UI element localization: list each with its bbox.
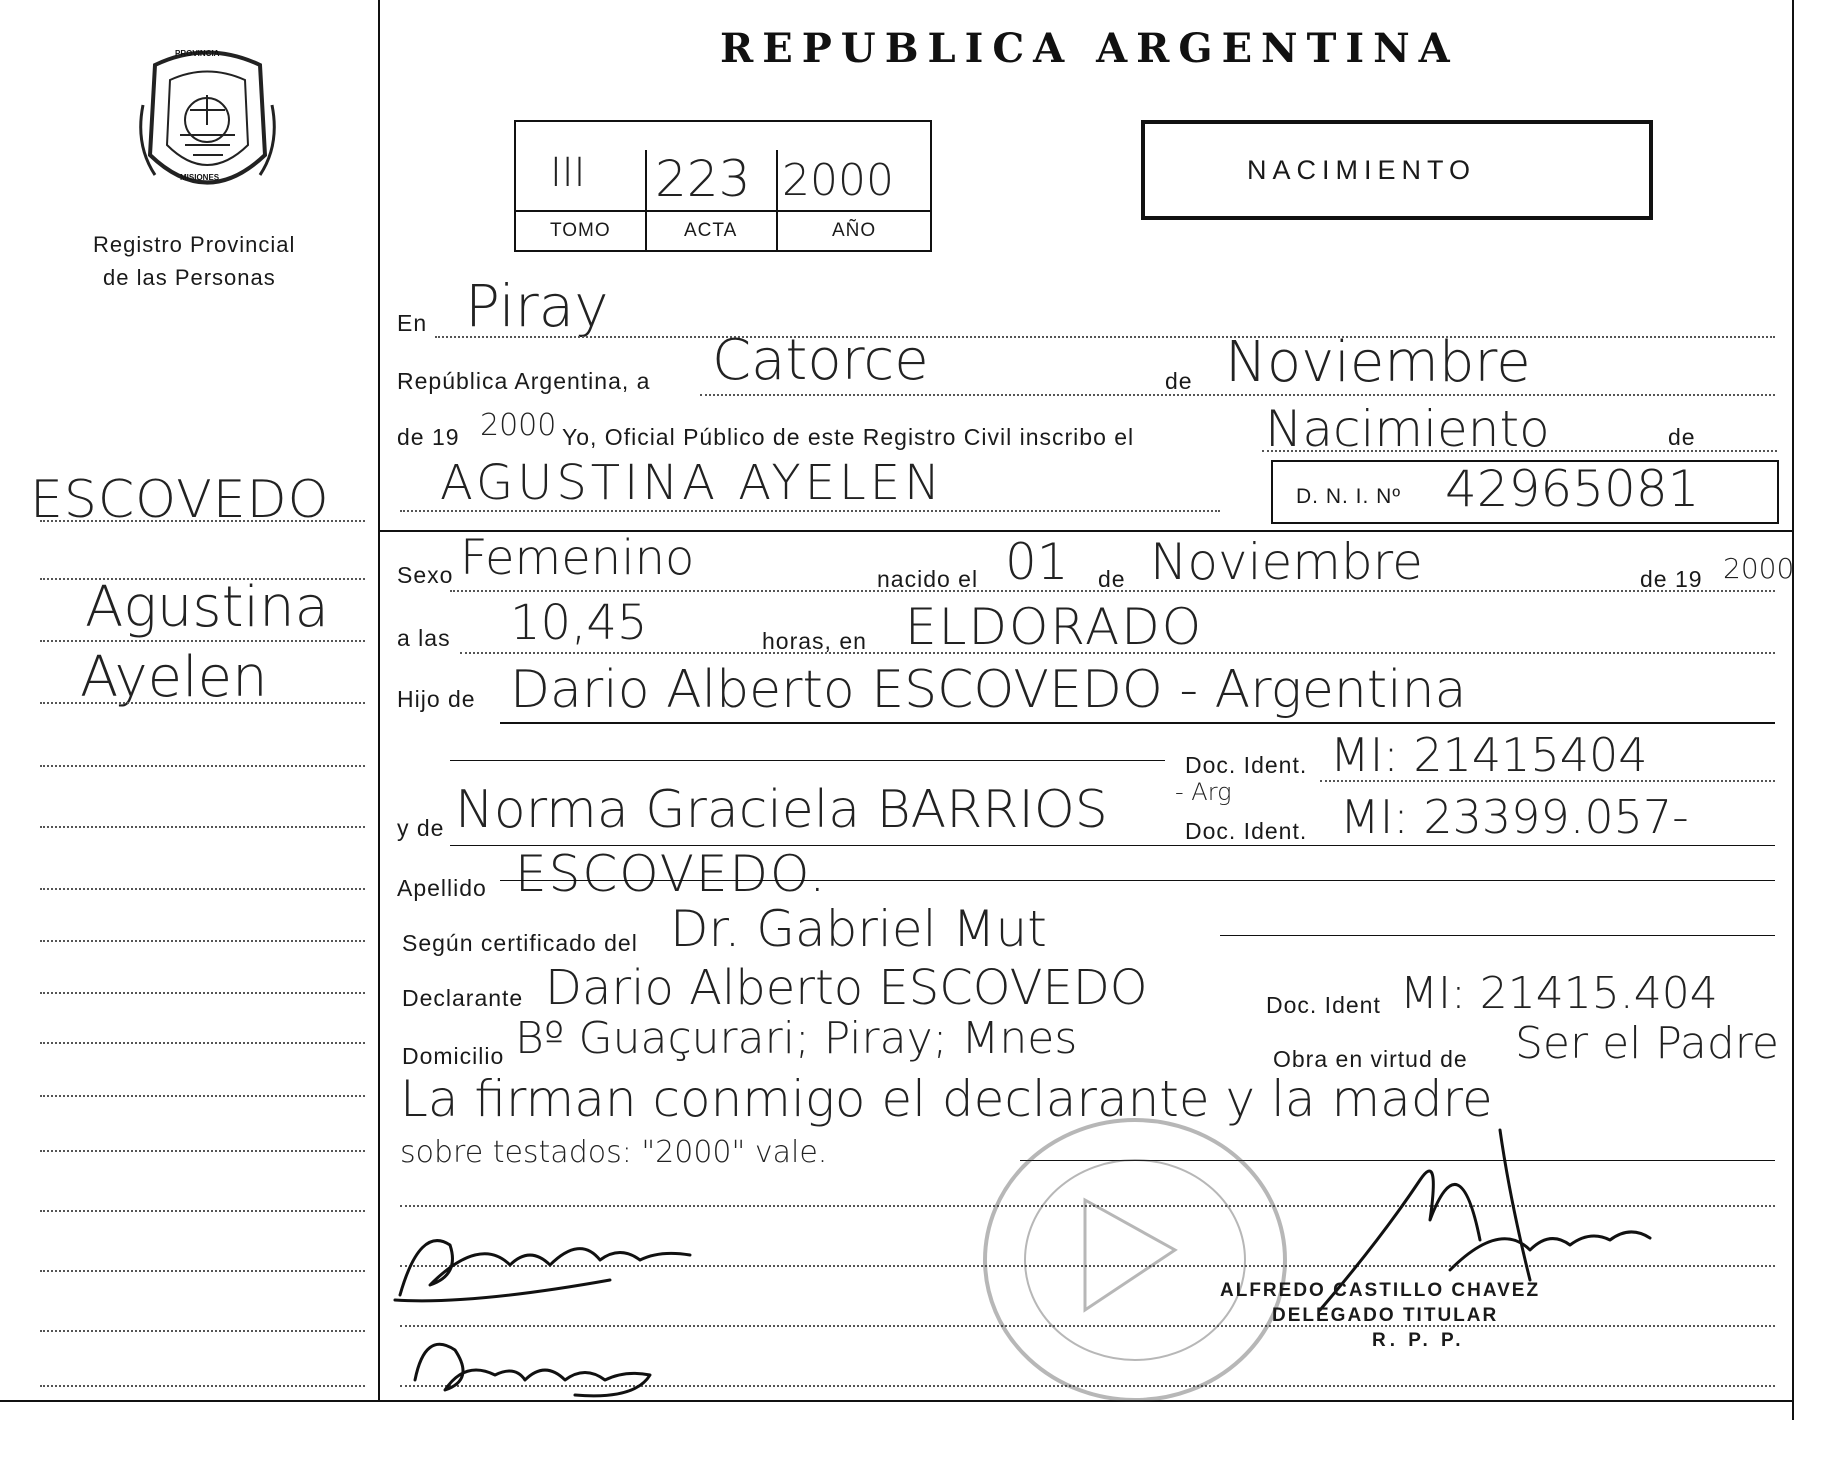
margin-rule [40,520,365,522]
margin-rule [40,1210,365,1212]
stamp-officer-name: ALFREDO CASTILLO CHAVEZ [1220,1280,1541,1301]
margin-rule [40,640,365,642]
declarante-doc-value: MI: 21415.404 [1400,968,1718,1019]
sexo-label: Sexo [397,562,454,588]
mother-nationality: - Arg [1175,778,1232,806]
sexo-value: Femenino [460,530,695,586]
father-line [500,722,1775,724]
inscribo-line [1262,450,1777,452]
father-doc-line-left [450,760,1165,761]
month-value: Noviembre [1225,330,1531,395]
certificado-line [1220,935,1775,936]
certificado-label: Según certificado del [402,930,638,956]
registry-line-1: Registro Provincial [93,232,296,257]
stamp-officer-org: R. P. P. [1372,1330,1465,1351]
margin-rule [40,888,365,890]
alas-label: a las [397,625,451,651]
acta-value: 223 [655,150,751,208]
margin-rule [40,765,365,767]
de-label-1: de [1165,368,1193,394]
tomo-value: III [550,150,586,196]
en-label: En [397,310,428,336]
margin-rule [40,1150,365,1152]
margin-rule [40,992,365,994]
country-title: REPUBLICA ARGENTINA [720,25,1459,72]
yo-label: Yo, Oficial Público de este Registro Civil inscribo el [562,424,1135,450]
dni-label: D. N. I. Nº [1296,485,1402,508]
de-label-3: de [1668,424,1696,450]
seal-text-top: PROVINCIA [175,49,220,58]
acta-label: ACTA [684,220,738,241]
seal-text-bottom: MISIONES [180,173,220,182]
obra-label: Obra en virtud de [1273,1046,1468,1072]
docident-label-2: Doc. Ident. [1185,818,1308,844]
official-round-stamp [975,1110,1295,1410]
certificado-value: Dr. Gabriel Mut [670,900,1047,958]
signature-declarant [390,1205,710,1320]
stamp-officer-title: DELEGADO TITULAR [1272,1305,1499,1326]
birth-place-value: ELDORADO [905,598,1204,656]
father-value: Dario Alberto ESCOVEDO - Argentina [510,660,1467,720]
republica-line [700,394,1775,396]
signature-mother [405,1320,665,1415]
mother-value: Norma Graciela BARRIOS [455,780,1108,840]
inscribo-value: Nacimiento [1265,400,1550,458]
de-19-label-2: de 19 [1640,566,1703,592]
obra-value: Ser el Padre [1515,1018,1779,1069]
margin-surname: ESCOVEDO [30,470,330,530]
firman-line: La firman conmigo el declarante y la madre [400,1070,1493,1128]
hijo-label: Hijo de [397,686,476,712]
en-line [435,336,1775,338]
declarante-label: Declarante [402,985,524,1011]
apellido-label: Apellido [397,875,487,901]
sexo-line [450,590,1775,592]
margin-rule [40,1270,365,1272]
ano-value: 2000 [782,155,894,206]
sobre-testados-line: sobre testados: "2000" vale. [400,1135,828,1170]
domicilio-label: Domicilio [402,1043,505,1069]
nacido-label: nacido el [877,566,979,592]
father-doc-value: MI: 21415404 [1330,728,1648,782]
registry-line-2: de las Personas [103,265,276,290]
birth-month-value: Noviembre [1150,533,1423,591]
act-type-label: NACIMIENTO [1247,155,1477,185]
margin-given-2: Ayelen [80,645,268,710]
day-words-value: Catorce [712,328,929,393]
declarante-value: Dario Alberto ESCOVEDO [545,960,1148,1016]
apellido-value: ESCOVEDO. [515,845,828,903]
mother-doc-value: MI: 23399.057- [1340,790,1689,844]
de-label-4: de [1098,566,1126,592]
docident-label-3: Doc. Ident [1266,992,1381,1018]
docident-label-1: Doc. Ident. [1185,752,1308,778]
box-divider-1 [645,150,647,250]
left-column-divider [378,0,380,1400]
margin-rule [40,826,365,828]
margin-rule [40,940,365,942]
alas-line [460,652,1775,654]
margin-rule [40,1330,365,1332]
dni-value: 42965081 [1445,460,1700,518]
domicilio-value: Bº Guaçurari; Piray; Mnes [515,1013,1078,1064]
child-name-value: AGUSTINA AYELEN [440,455,944,511]
father-doc-line [1320,780,1775,782]
place-value: Piray [465,272,609,340]
ano-label: AÑO [832,220,877,241]
year-value: 2000 [480,408,557,443]
apellido-line [500,880,1775,881]
bottom-border [0,1400,1794,1402]
republica-label: República Argentina, a [397,368,651,394]
margin-rule [40,578,365,580]
birth-time-value: 10,45 [510,595,648,651]
margin-given-1: Agustina [85,575,329,640]
name-line [400,510,1220,512]
tomo-label: TOMO [550,220,611,241]
box-divider-h [514,210,930,212]
margin-rule [40,1042,365,1044]
birth-day-value: 01 [1005,533,1069,591]
right-border [1792,0,1794,1420]
margin-rule [40,1385,365,1387]
box-divider-2 [776,150,778,250]
birth-year-value: 2000 [1723,552,1795,585]
provincial-seal [135,45,280,205]
margin-rule [40,702,365,704]
yde-label: y de [397,815,445,841]
de-19-label: de 19 [397,424,460,450]
margin-rule [40,1095,365,1097]
horas-label: horas, en [762,628,867,654]
